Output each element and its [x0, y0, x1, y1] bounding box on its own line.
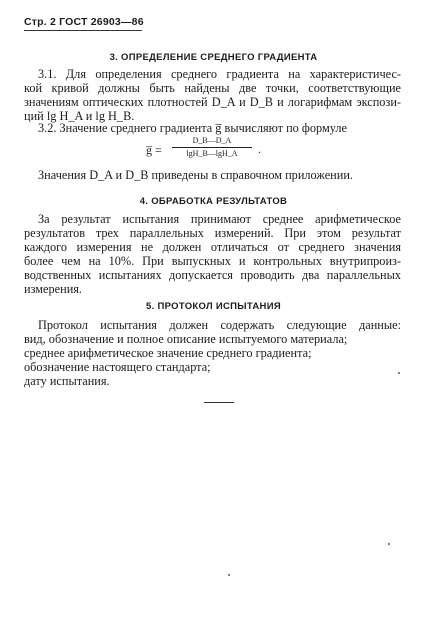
section-4-title: 4. ОБРАБОТКА РЕЗУЛЬТАТОВ: [139, 196, 288, 207]
s3-note: Значения D_A и D_B приведены в справочном приложении.: [38, 168, 353, 182]
scan-speck: [398, 372, 400, 374]
formula-lhs: g̅ =: [146, 143, 162, 157]
s4-line-3: каждого измерения не должен отличаться от среднего значения: [24, 240, 401, 254]
formula-numerator: D_B—D_A: [192, 136, 232, 145]
scan-speck: [388, 543, 390, 545]
s3-line-2: кой кривой должны быть найдены две точки, соответствующие: [24, 81, 401, 95]
formula-end-dot: .: [258, 142, 261, 156]
s3-line-1: 3.1. Для определения среднего градиента на характеристичес-: [38, 67, 401, 81]
formula-fraction: [172, 136, 252, 159]
s3-line-3: значениям оптических плотностей D_A и D_B и логарифмам экспози-: [24, 95, 401, 109]
end-rule: [204, 402, 234, 403]
s4-line-1: За результат испытания принимают среднее арифметическое: [38, 212, 401, 226]
s5-line-5: дату испытания.: [24, 374, 110, 388]
section-3-title: 3. ОПРЕДЕЛЕНИЕ СРЕДНЕГО ГРАДИЕНТА: [109, 52, 318, 63]
s3-line-4: ций lg H_A и lg H_B.: [24, 109, 135, 123]
section-5-title: 5. ПРОТОКОЛ ИСПЫТАНИЯ: [146, 301, 281, 312]
s4-line-6: измерения.: [24, 282, 83, 296]
s5-line-1: Протокол испытания должен содержать следующие данные:: [38, 318, 401, 332]
s4-line-4: более чем на 10%. При выпускных и контрольных внутрипроиз-: [24, 254, 401, 268]
page-header: Стр. 2 ГОСТ 26903—86: [24, 16, 144, 28]
s3-line-5: 3.2. Значение среднего градиента g̅ вычисляют по формуле: [38, 121, 347, 135]
s5-line-4: обозначение настоящего стандарта;: [24, 360, 211, 374]
scan-speck: [228, 574, 230, 576]
fraction-bar: [172, 147, 252, 148]
header-rule: [24, 30, 142, 31]
s5-line-3: среднее арифметическое значение среднего градиента;: [24, 346, 312, 360]
s4-line-5: водственных испытаниях допускается проводить два параллельных: [24, 268, 401, 282]
formula-denominator: lgH_B—lgH_A: [186, 149, 238, 158]
s4-line-2: результатов трех параллельных измерений. При этом результат: [24, 226, 401, 240]
s5-line-2: вид, обозначение и полное описание испытуемого материала;: [24, 332, 348, 346]
